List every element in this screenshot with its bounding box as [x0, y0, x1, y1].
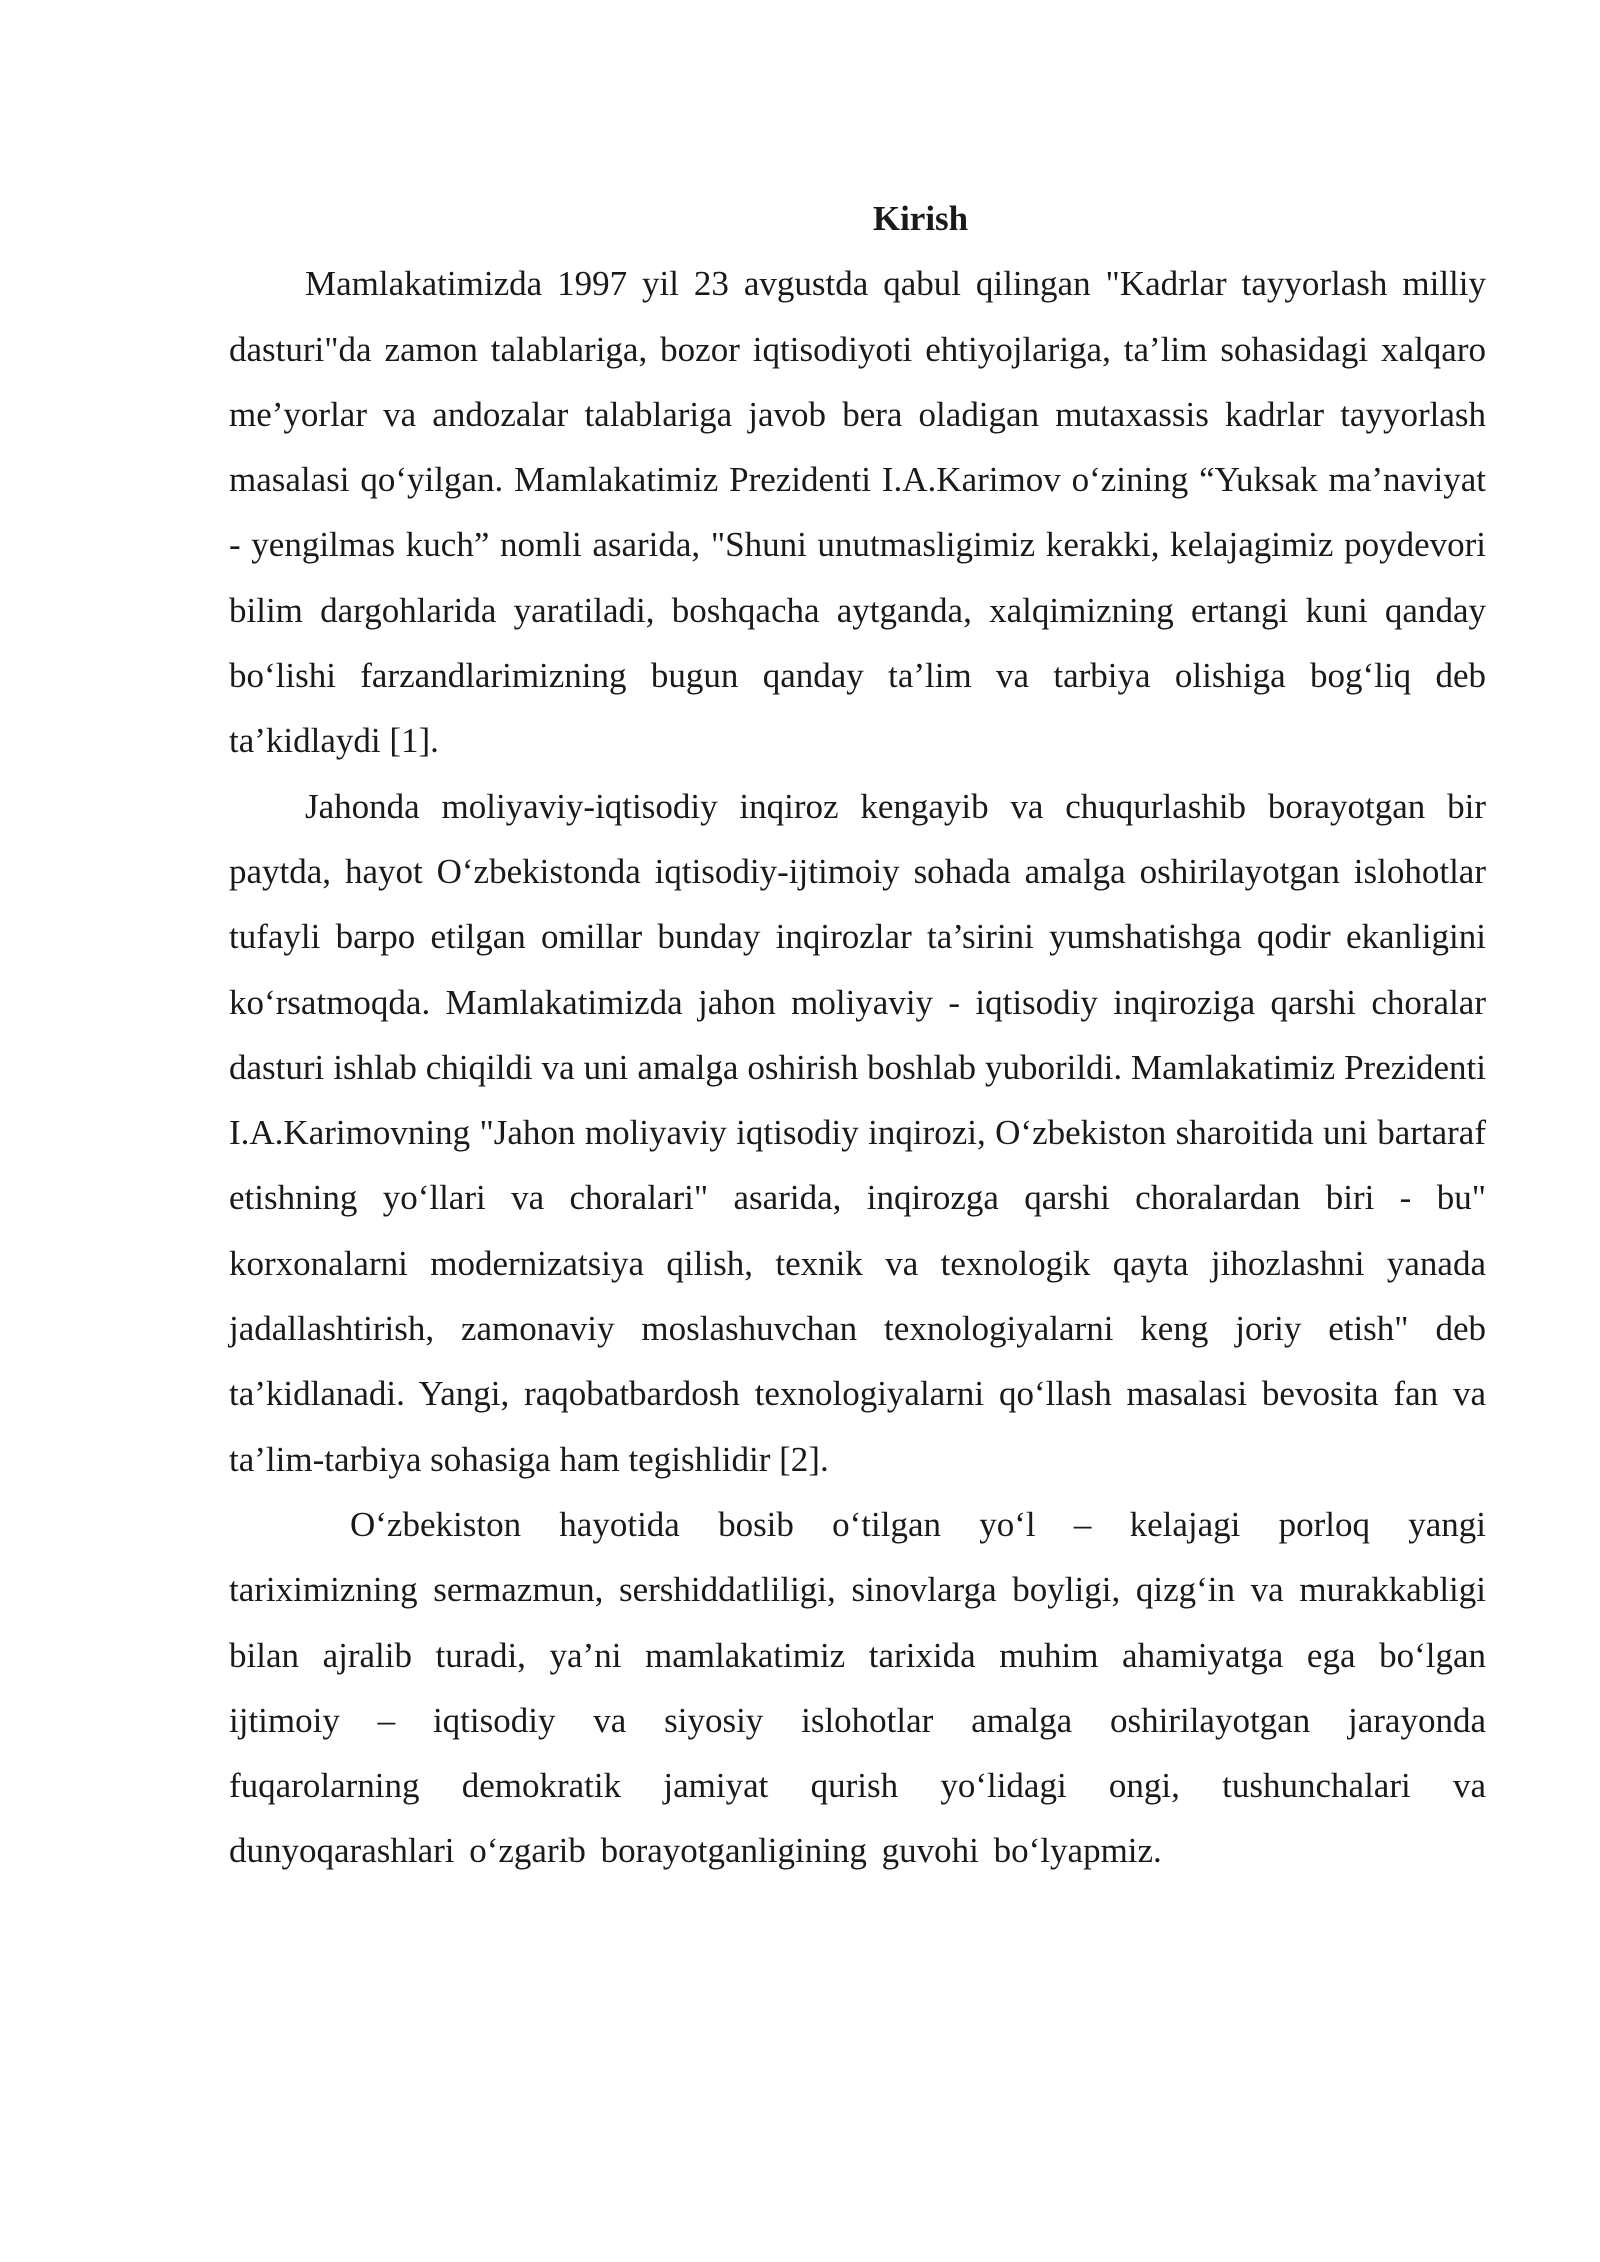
paragraph-1: Mamlakatimizda 1997 yil 23 avgustda qabul qilingan "Kadrlar tayyorlash milliy dasturi"da zamon talablariga, bozor iqtisodiyoti ehtiyojlariga, ta’lim sohasidagi xalqaro me’yorlar va andozalar talablariga javob bera oladigan mutaxassis kadrlar tayyorlash masalasi qo‘yilgan. Mamlakatimiz Prezidenti I.A.Karimov o‘zining “Yuksak ma’naviyat - yengilmas kuch” nomli asarida, "Shuni unutmasligimiz kerakki, kelajagimiz poydevori bilim dargohlarida yaratiladi, boshqacha aytganda, xalqimizning ertangi kuni qanday bo‘lishi farzandlarimizning bugun qanday ta’lim va tarbiya olishiga bog‘liq deb ta’kidlaydi [1]. — [229, 264, 1486, 761]
paragraph-2: Jahonda moliyaviy-iqtisodiy inqiroz kengayib va chuqurlashib borayotgan bir paytda, hayot O‘zbekistonda iqtisodiy-ijtimoiy sohada amalga oshirilayotgan islohotlar tufayli barpo etilgan omillar bunday inqirozlar ta’sirini yumshatishga qodir ekanligini ko‘rsatmoqda. Mamlakatimizda jahon moliyaviy - iqtisodiy inqiroziga qarshi choralar dasturi ishlab chiqildi va uni amalga oshirish boshlab yuborildi. Mamlakatimiz Prezidenti I.A.Karimovning "Jahon moliyaviy iqtisodiy inqirozi, O‘zbekiston sharoitida uni bartaraf etishning yo‘llari va choralari" asarida, inqirozga qarshi choralardan biri - bu" korxonalarni modernizatsiya qilish, texnik va texnologik qayta jihozlashni yanada jadallashtirish, zamonaviy moslashuvchan texnologiyalarni keng joriy etish" deb ta’kidlanadi. Yangi, raqobatbardosh texnologiyalarni qo‘llash masalasi bevosita fan va ta’lim-tarbiya sohasiga ham tegishlidir [2]. — [229, 786, 1486, 1479]
paragraph-3: O‘zbekiston hayotida bosib o‘tilgan yo‘l – kelajagi porloq yangi tariximizning sermazmun, sershiddatliligi, sinovlarga boyligi, qizg‘in va murakkabligi bilan ajralib turadi, ya’ni mamlakatimiz tarixida muhim ahamiyatga ega bo‘lgan ijtimoiy – iqtisodiy va siyosiy islohotlar amalga oshirilayotgan jarayonda fuqarolarning demokratik jamiyat qurish yo‘lidagi ongi, tushunchalari va dunyoqarashlari o‘zgarib borayotganligining guvohi bo‘lyapmiz. — [229, 1504, 1486, 1871]
document-title: Kirish — [872, 199, 969, 238]
document-body — [229, 186, 1486, 1884]
